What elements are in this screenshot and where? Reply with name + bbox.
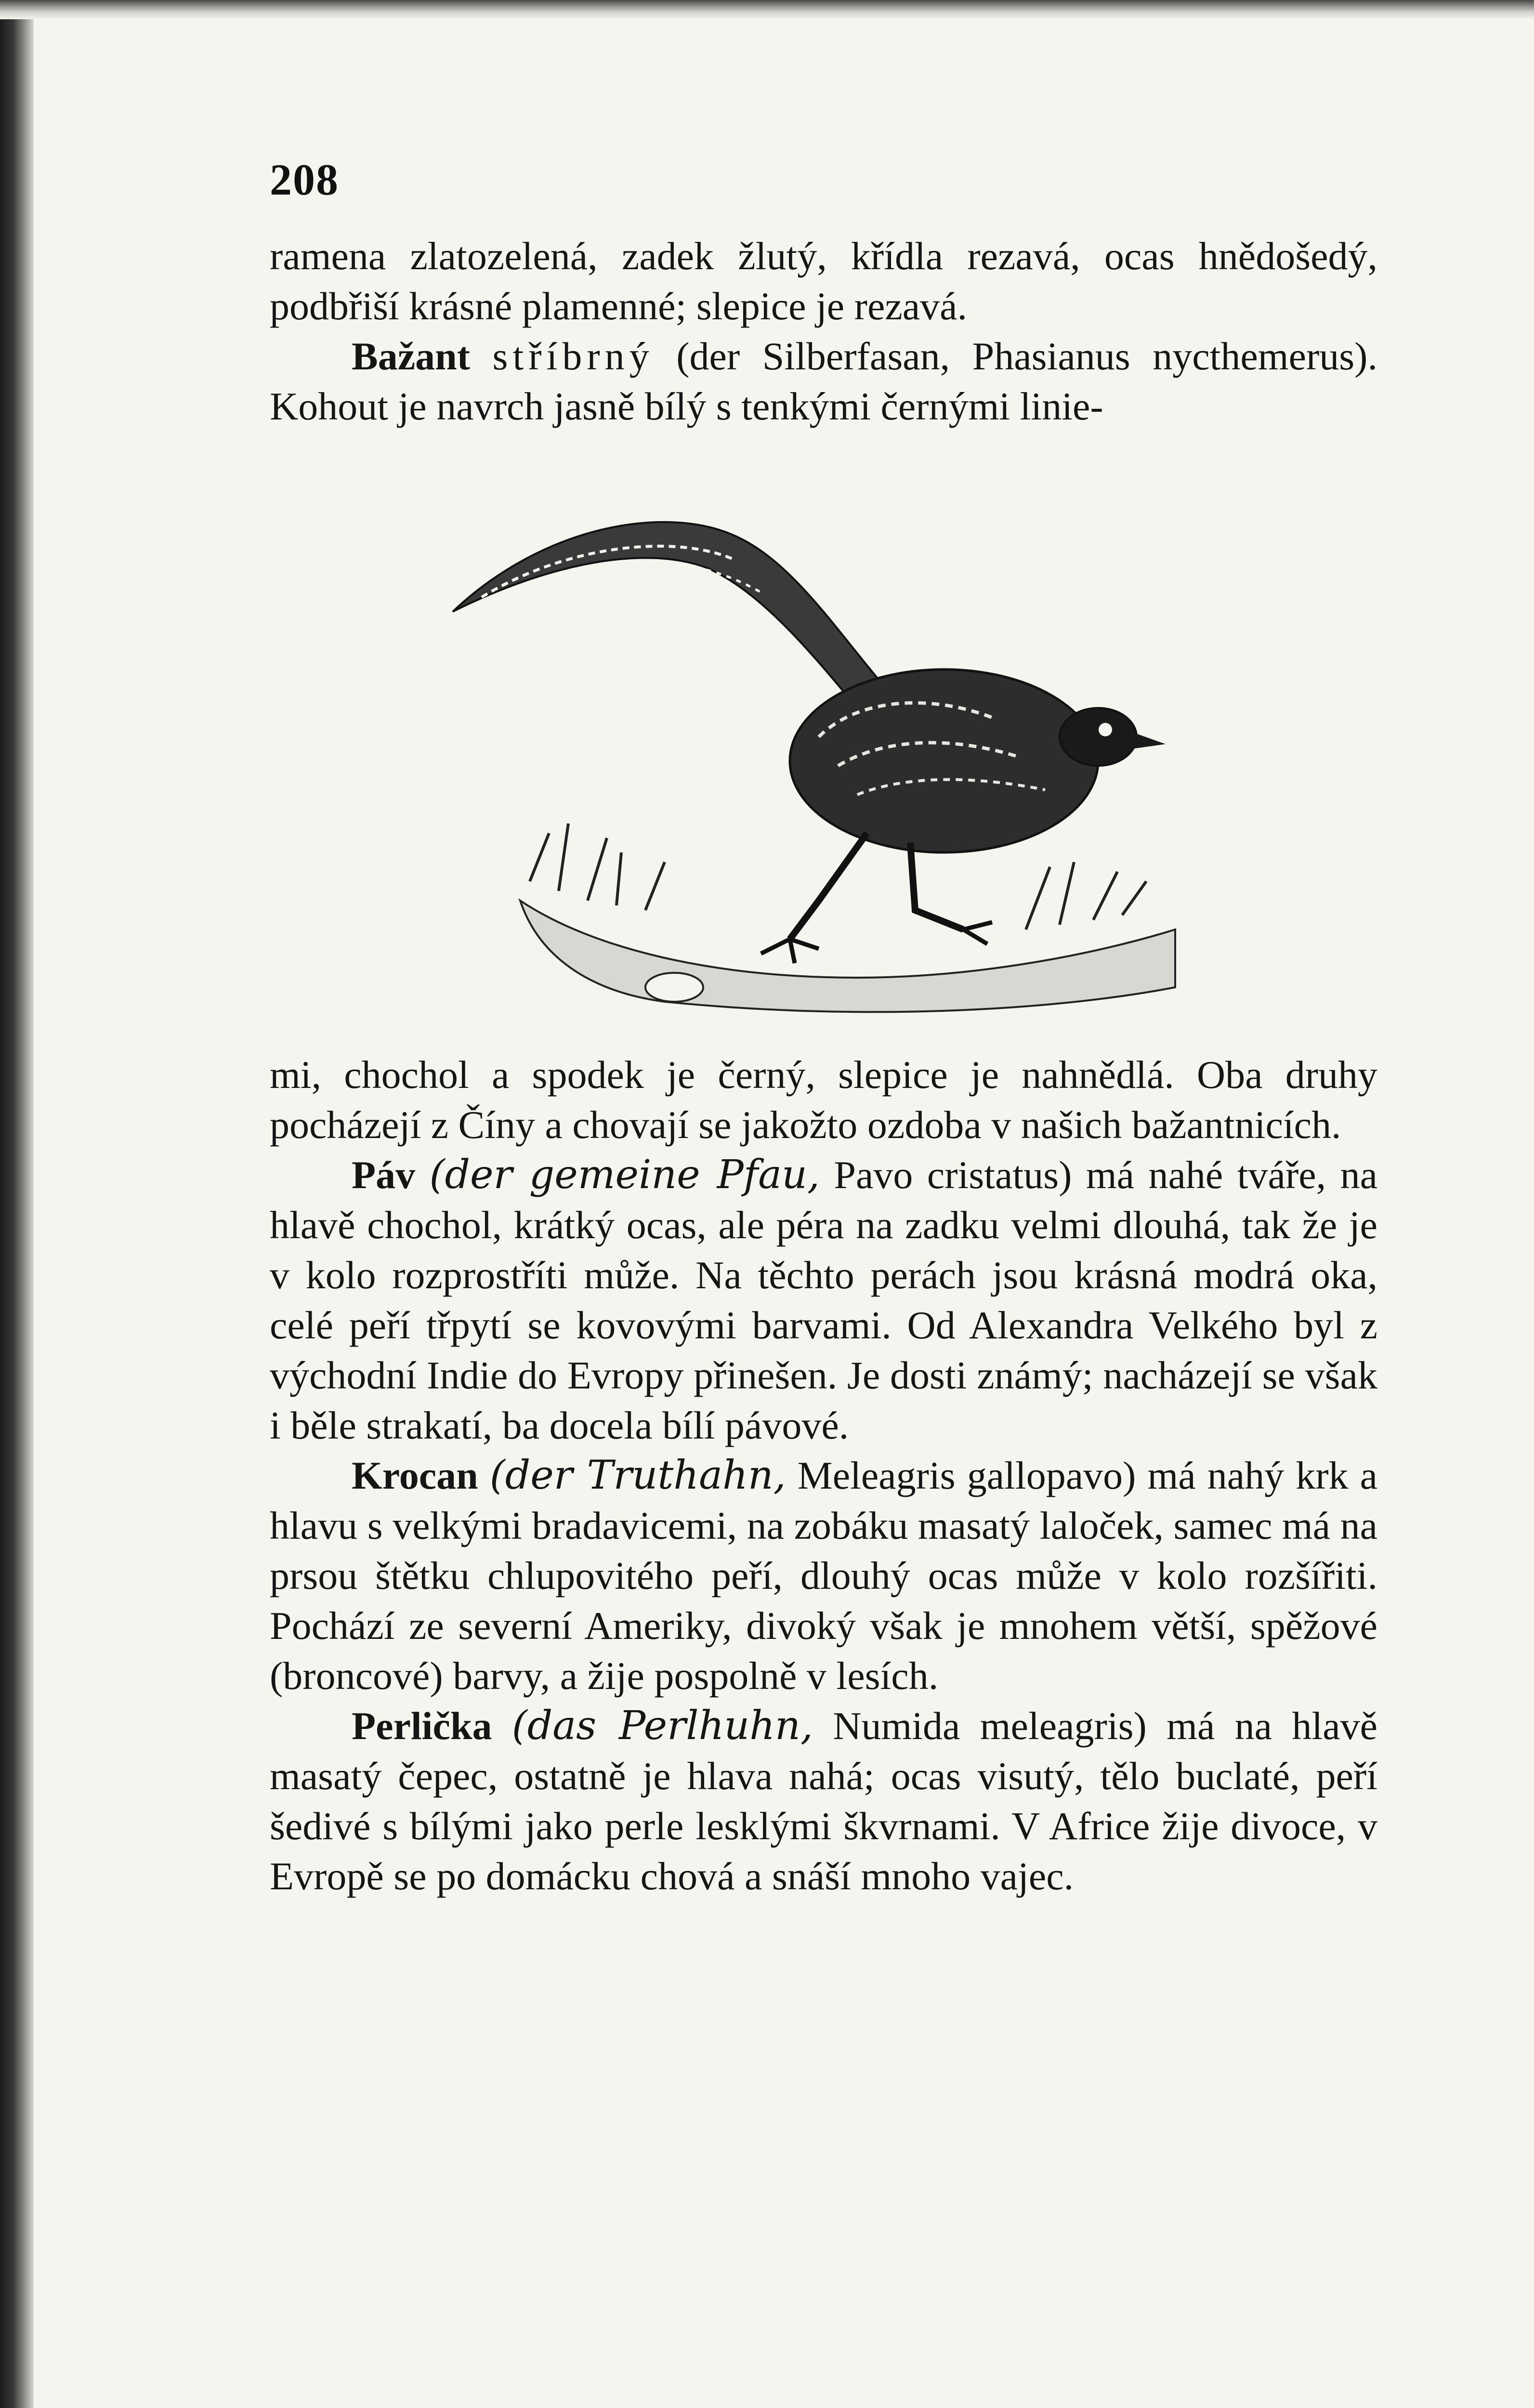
- silver-pheasant-illustration: [424, 467, 1204, 1045]
- entry-heading: Krocan: [352, 1453, 478, 1497]
- text-block-bottom: [270, 1050, 1377, 1901]
- paragraph-continuation-2: mi, chochol a spodek je černý, slepice je nahnědlá. Oba druhy pocházejí z Číny a chovají se jakožto ozdoba v našich bažantnicích.: [270, 1053, 1377, 1147]
- entry-heading: Bažant: [352, 334, 470, 378]
- german-name: (das Perlhuhn,: [511, 1703, 813, 1749]
- entry-text: (der Silberfasan, Phasianus nycthemerus). Kohout je navrch jasně bílý s tenkými černými linie-: [270, 334, 1377, 428]
- entry-text: Numida meleagris) má na hlavě masatý čepec, ostatně je hlava nahá; ocas visutý, tělo buclaté, peří šedivé s bílými jako perle lesklými škvrnami. V Africe žije divoce, v Evropě se po domácku chová a snáší mnoho vajec.: [270, 1704, 1377, 1898]
- paragraph-turkey: [270, 1451, 1377, 1701]
- page-top-edge: [0, 0, 1534, 19]
- paragraph-peacock: [270, 1150, 1377, 1451]
- page-number: 208: [270, 155, 339, 204]
- paragraph-silver-pheasant: [270, 331, 1377, 432]
- german-name: (der Truthahn,: [489, 1453, 786, 1498]
- german-name: (der gemeine Pfau,: [429, 1152, 820, 1198]
- page-binding-edge: [0, 0, 34, 2408]
- paragraph-continuation: ramena zlatozelená, zadek žlutý, křídla rezavá, ocas hnědošedý, podbřiší krásné plamenné; slepice je rezavá.: [270, 234, 1377, 328]
- text-block-top: [270, 231, 1377, 432]
- paragraph-guineafowl: [270, 1701, 1377, 1901]
- entry-text: Pavo cristatus) má nahé tváře, na hlavě chochol, krátký ocas, ale péra na zadku velmi dlouhá, tak že je v kolo rozprostříti může. Na těchto perách jsou krásná modrá oka, celé peří třpytí se kovovými barvami. Od Alexandra Velkého byl z východní Indie do Evropy přinešen. Je dosti známý; nacházejí se však i běle strakatí, ba docela bílí pávové.: [270, 1153, 1377, 1447]
- entry-heading: Perlička: [352, 1704, 492, 1748]
- entry-text: Meleagris gallopavo) má nahý krk a hlavu s velkými bradavicemi, na zobáku masatý laloček, samec má na prsou štětku chlupovitého peří, dlouhý ocas může v kolo rozšířiti. Pochází ze severní Ameriky, divoký však je mnohem větší, spěžové (broncové) barvy, a žije pospolně v lesích.: [270, 1453, 1378, 1698]
- pheasant-icon: [424, 467, 1204, 1045]
- entry-heading: Páv: [352, 1153, 416, 1197]
- entry-heading-spaced: stříbrný: [492, 334, 654, 378]
